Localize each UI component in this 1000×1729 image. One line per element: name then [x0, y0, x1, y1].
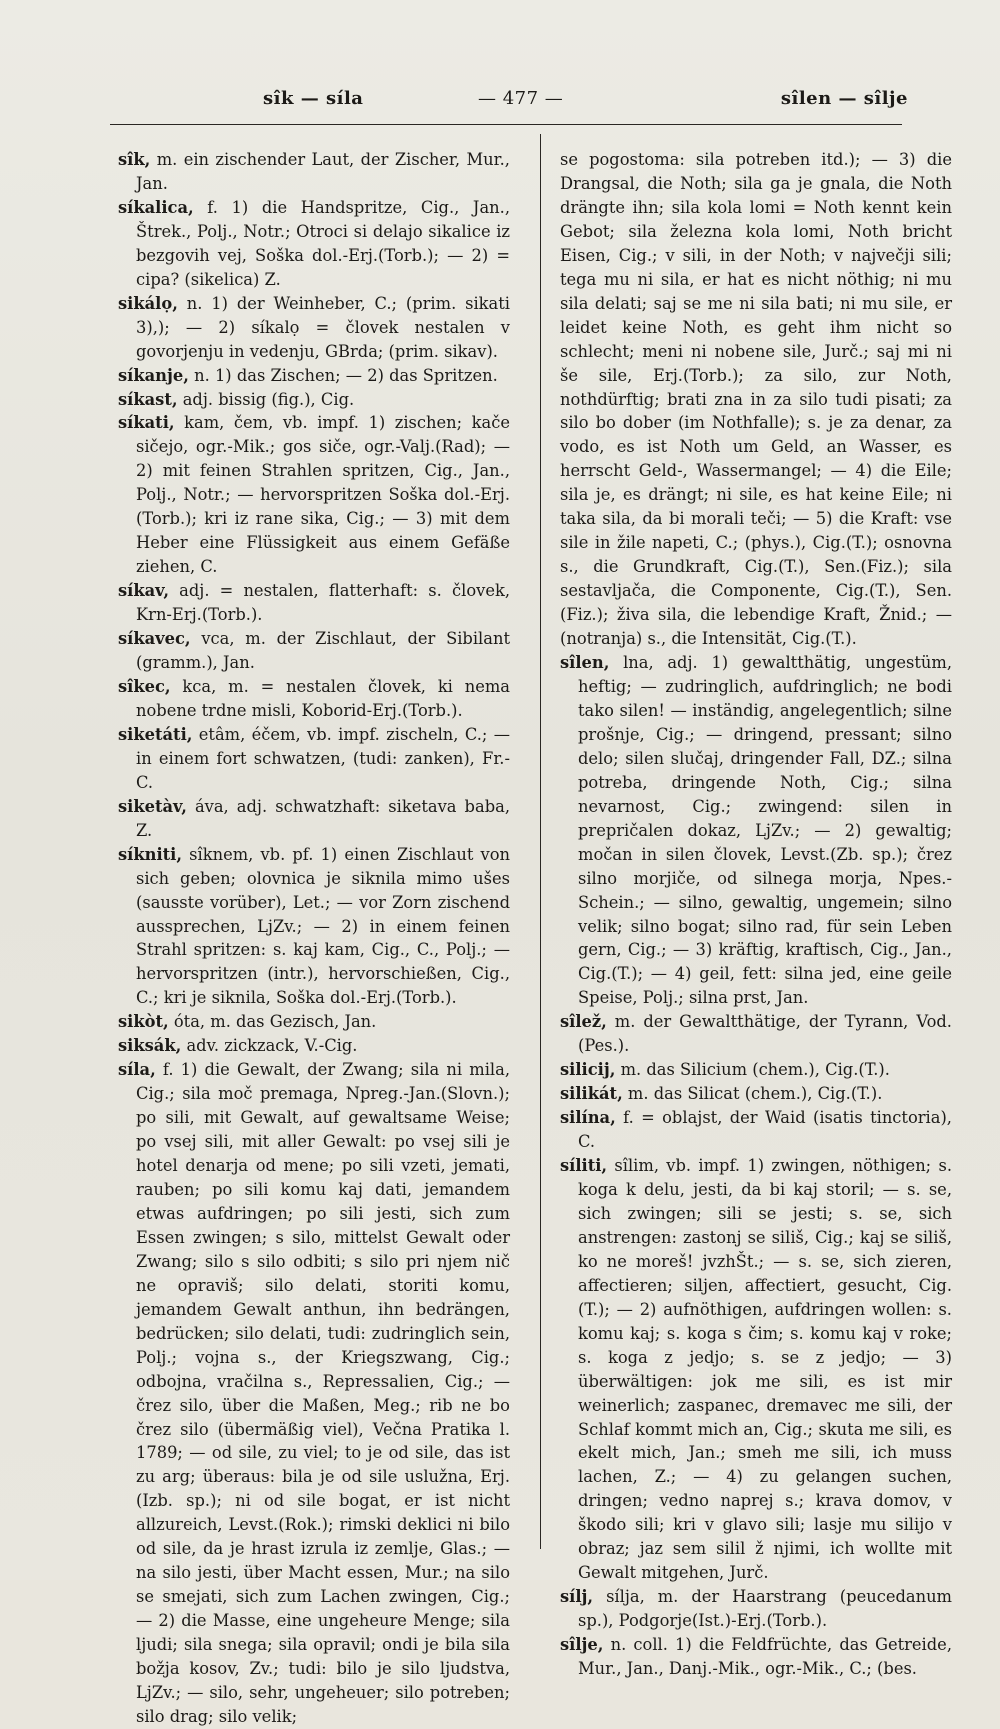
- dictionary-entry: [118, 843, 510, 1011]
- entry-definition: kam, čem, vb. impf. 1) zischen; kače sičejo, ogr.-Mik.; gos siče, ogr.-Valj.(Rad); — 2) mit feinen Strahlen spritzen, Cig., Jan., Polj., Notr.; — hervorspritzen Soška dol.-Erj.(Torb.); kri iz rane sika, Cig.; — 3) mit dem Heber eine Flüssigkeit aus einem Gefäße ziehen, C.: [136, 413, 510, 577]
- left-column: [118, 148, 510, 1729]
- entry-definition: m. ein zischender Laut, der Zischer, Mur., Jan.: [136, 150, 510, 193]
- dictionary-entry: [118, 723, 510, 795]
- entry-definition: m. der Gewaltthätige, der Tyrann, Vod.(Pes.).: [578, 1012, 952, 1056]
- entry-definition: áva, adj. schwatzhaft: siketava baba, Z.: [136, 796, 510, 840]
- entry-headword: síkniti,: [118, 844, 183, 864]
- entry-headword: síla,: [118, 1060, 156, 1080]
- entry-headword: síkav,: [118, 581, 169, 601]
- dictionary-entry: [118, 292, 510, 364]
- header-left-guide-word: sîk — síla: [263, 88, 364, 109]
- header-right-guide-word: sîlen — sîlje: [780, 88, 908, 109]
- entry-definition: m. das Silicat (chem.), Cig.(T.).: [622, 1084, 883, 1104]
- entry-headword: sikálọ,: [118, 293, 178, 313]
- dictionary-entry: [118, 1010, 510, 1034]
- entry-headword: siksák,: [118, 1036, 182, 1056]
- dictionary-entry: [118, 1058, 510, 1729]
- entry-definition: n. 1) das Zischen; — 2) das Spritzen.: [188, 365, 498, 385]
- entry-headword: síkanje,: [118, 365, 189, 385]
- dictionary-entry: [118, 196, 510, 292]
- entry-definition: sílja, m. der Haarstrang (peucedanum sp.), Podgorje(Ist.)-Erj.(Torb.).: [578, 1587, 952, 1631]
- entry-headword: sîkec,: [118, 676, 171, 696]
- entry-headword: síkavec,: [118, 629, 191, 649]
- entry-headword: sílj,: [560, 1587, 594, 1607]
- entry-definition: f. 1) die Gewalt, der Zwang; sila ni mila, Cig.; sila moč premaga, Npreg.-Jan.(Slovn.); po sili, mit Gewalt, auf gewaltsame Weise; po vsej sili, mit aller Gewalt: po vsej sili je hotel denarja od mene; po sili vzeti, jemati, rauben; po sili komu kaj dati, jemandem etwas aufdringen; po sili jesti, sich zum Essen zwingen; s silo, mittelst Gewalt oder Zwang; silo s silo odbiti; s silo pri njem nič ne opraviš; silo delati, storiti komu, jemandem Gewalt anthun, ihn bedrängen, bedrücken; silo delati, tudi: zudringlich sein, Polj.; vojna s., der Kriegszwang, Cig.; odbojna, vračilna s., Repressalien, Cig.; — črez silo, über die Maßen, Meg.; rib ne bo črez silo (übermäßig viel), Večna Pratika l. 1789; — od sile, zu viel; to je od sile, das ist zu arg; überaus: bila je od sile uslužna, Erj.(Izb. sp.); ni od sile bogat, er ist nicht allzureich, Levst.(Rok.); rimski deklici ni bilo od sile, da je hrast izrula iz zemlje, Glas.; — na silo jesti, über Macht essen, Mur.; na silo se smejati, sich zum Lachen zwingen, Cig.; — 2) die Masse, eine ungeheure Menge; sila ljudi; sila snega; sila opravil; ondi je bila sila božja kosov, Zv.; tudi: bilo je silo ljudstva, LjZv.; — silo, sehr, ungeheuer; silo potreben; silo drag; silo velik;: [136, 1060, 510, 1726]
- dictionary-entry: [118, 795, 510, 843]
- dictionary-entry: [118, 1034, 510, 1058]
- entry-headword: síkalica,: [118, 197, 194, 217]
- entry-headword: sîk,: [118, 150, 151, 169]
- entry-definition: m. das Silicium (chem.), Cig.(T.).: [615, 1060, 890, 1080]
- dictionary-entry: [118, 579, 510, 627]
- entry-definition: se pogostoma: sila potreben itd.); — 3) die Drangsal, die Noth; sila ga je gnala, die Noth drängte ihn; sila kola lomi = Noth kennt kein Gebot; sila železna kola lomi, Noth bricht Eisen, Cig.; v sili, in der Noth; v največji sili; tega mu ni sila, er hat es nicht nöthig; ni mu sila delati; saj se me ni sila bati; ni mu sile, er leidet keine Noth, es geht ihm nicht so schlecht; meni ni nobene sile, Jurč.; saj mi ni še sile, Erj.(Torb.); za silo, zur Noth, nothdürftig; brati zna in za silo tudi pisati; za silo bo dober (im Nothfalle); s. je za denar, za vodo, es ist Noth um Geld, an Wasser, es herrscht Geld-, Wassermangel; — 4) die Eile; sila je, es drängt; ni sile, es hat keine Eile; ni taka sila, da bi morali teči; — 5) die Kraft: vse sile in žile napeti, C.; (phys.), Cig.(T.); osnovna s., die Grundkraft, Cig.(T.), Sen.(Fiz.); sila sestavljača, die Componente, Cig.(T.), Sen.(Fiz.); živa sila, die lebendige Kraft, Žnid.; — (notranja) s., die Intensität, Cig.(T.).: [560, 150, 952, 649]
- dictionary-entry: [118, 675, 510, 723]
- entry-definition: sîknem, vb. pf. 1) einen Zischlaut von sich geben; olovnica je siknila mimo ušes (sausste vorüber), Let.; — vor Zorn zischend aussprechen, LjZv.; — 2) in einem feinen Strahl spritzen: s. kaj kam, Cig., C., Polj.; — hervorspritzen (intr.), hervorschießen, Cig., C.; kri je siknila, Soška dol.-Erj.(Torb.).: [136, 844, 510, 1008]
- entry-headword: síkati,: [118, 413, 175, 433]
- dictionary-entry: [560, 1154, 952, 1585]
- dictionary-entry: [560, 1585, 952, 1633]
- dictionary-entry: [118, 627, 510, 675]
- dictionary-entry: [560, 1633, 952, 1681]
- entry-definition: n. 1) der Weinheber, C.; (prim. sikati 3),); — 2) síkalọ = človek nestalen v govorjenju in vedenju, GBrda; (prim. sikav).: [136, 293, 510, 361]
- dictionary-entry: [560, 1082, 952, 1106]
- dictionary-entry: [118, 148, 510, 196]
- dictionary-entry: [560, 148, 952, 651]
- column-divider: [540, 134, 541, 1549]
- entry-headword: sîlen,: [560, 653, 610, 673]
- entry-headword: siketàv,: [118, 796, 187, 816]
- right-column: [560, 148, 952, 1681]
- entry-headword: síliti,: [560, 1156, 608, 1176]
- dictionary-entry: [560, 1010, 952, 1058]
- dictionary-entry: [560, 1058, 952, 1082]
- entry-headword: siketáti,: [118, 724, 193, 744]
- entry-definition: óta, m. das Gezisch, Jan.: [168, 1012, 377, 1032]
- dictionary-entry: [118, 411, 510, 579]
- dictionary-entry: [560, 1106, 952, 1154]
- page-header: [108, 88, 908, 116]
- entry-headword: sîlje,: [560, 1635, 604, 1655]
- entry-definition: f. 1) die Handspritze, Cig., Jan., Štrek., Polj., Notr.; Otroci si delajo sikalice iz bezgovih vej, Soška dol.-Erj.(Torb.); — 2) = cipa? (sikelica) Z.: [136, 197, 510, 289]
- entry-definition: etâm, éčem, vb. impf. zischeln, C.; — in einem fort schwatzen, (tudi: zanken), Fr.-C.: [136, 724, 510, 792]
- entry-definition: kca, m. = nestalen človek, ki nema nobene trdne misli, Koborid-Erj.(Torb.).: [136, 676, 510, 720]
- entry-headword: sikòt,: [118, 1012, 169, 1032]
- entry-headword: síkast,: [118, 389, 178, 409]
- entry-headword: silína,: [560, 1108, 616, 1128]
- dictionary-entry: [118, 364, 510, 388]
- entry-definition: lna, adj. 1) gewaltthätig, ungestüm, heftig; — zudringlich, aufdringlich; ne bodi tako silen! — inständig, angelegentlich; silne prošnje, Cig.; — dringend, pressant; silno delo; silen slučaj, dringender Fall, DZ.; silna potreba, dringende Noth, Cig.; silna nevarnost, Cig.; zwingend: silen in prepričalen dokaz, LjZv.; — 2) gewaltig; močan in silen človek, Levst.(Zb. sp.); črez silno morjiče, od silnega morja, Npes.-Schein.; — silno, gewaltig, ungemein; silno velik; silno bogat; silno rad, für sein Leben gern, Cig.; — 3) kräftig, kraftisch, Cig., Jan., Cig.(T.); — 4) geil, fett: silna jed, eine geile Speise, Polj.; silna prst, Jan.: [578, 653, 952, 1008]
- entry-definition: adv. zickzack, V.-Cig.: [181, 1036, 358, 1056]
- entry-definition: n. coll. 1) die Feldfrüchte, das Getreide, Mur., Jan., Danj.-Mik., ogr.-Mik., C.; (bes.: [578, 1635, 952, 1679]
- entry-definition: f. = oblajst, der Waid (isatis tinctoria), C.: [578, 1108, 952, 1152]
- entry-definition: sîlim, vb. impf. 1) zwingen, nöthigen; s. koga k delu, jesti, da bi kaj storil; — s. se, sich zwingen; sili se jesti; s. se, sich anstrengen: zastonj se siliš, Cig.; kaj se siliš, ko ne moreš! jvzhŠt.; — s. se, sich zieren, affectieren; siljen, affectiert, gesucht, Cig.(T.); — 2) aufnöthigen, aufdringen wollen: s. komu kaj; s. koga s čim; s. komu kaj v roke; s. koga z jedjo; s. se z jedjo; — 3) überwältigen: jok me sili, es ist mir weinerlich; zaspanec, dremavec me sili, der Schlaf kommt mich an, Cig.; skuta me sili, es ekelt mich, Jan.; smeh me sili, ich muss lachen, Z.; — 4) zu gelangen suchen, dringen; vedno naprej s.; krava domov, v škodo sili; kri v glavo sili; lasje mu silijo v obraz; jaz sem silil ž njimi, ich wollte mit Gewalt mitgehen, Jurč.: [578, 1156, 952, 1583]
- entry-headword: silicij,: [560, 1060, 616, 1080]
- entry-definition: vca, m. der Zischlaut, der Sibilant (gramm.), Jan.: [136, 629, 510, 673]
- header-rule: [110, 124, 902, 125]
- entry-headword: silikát,: [560, 1084, 623, 1104]
- entry-definition: adj. bissig (fig.), Cig.: [177, 389, 355, 409]
- dictionary-entry: [118, 388, 510, 412]
- page-number: — 477 —: [478, 88, 564, 109]
- dictionary-entry: [560, 651, 952, 1010]
- entry-definition: adj. = nestalen, flatterhaft: s. človek, Krn-Erj.(Torb.).: [136, 581, 510, 625]
- entry-headword: sîlež,: [560, 1012, 607, 1032]
